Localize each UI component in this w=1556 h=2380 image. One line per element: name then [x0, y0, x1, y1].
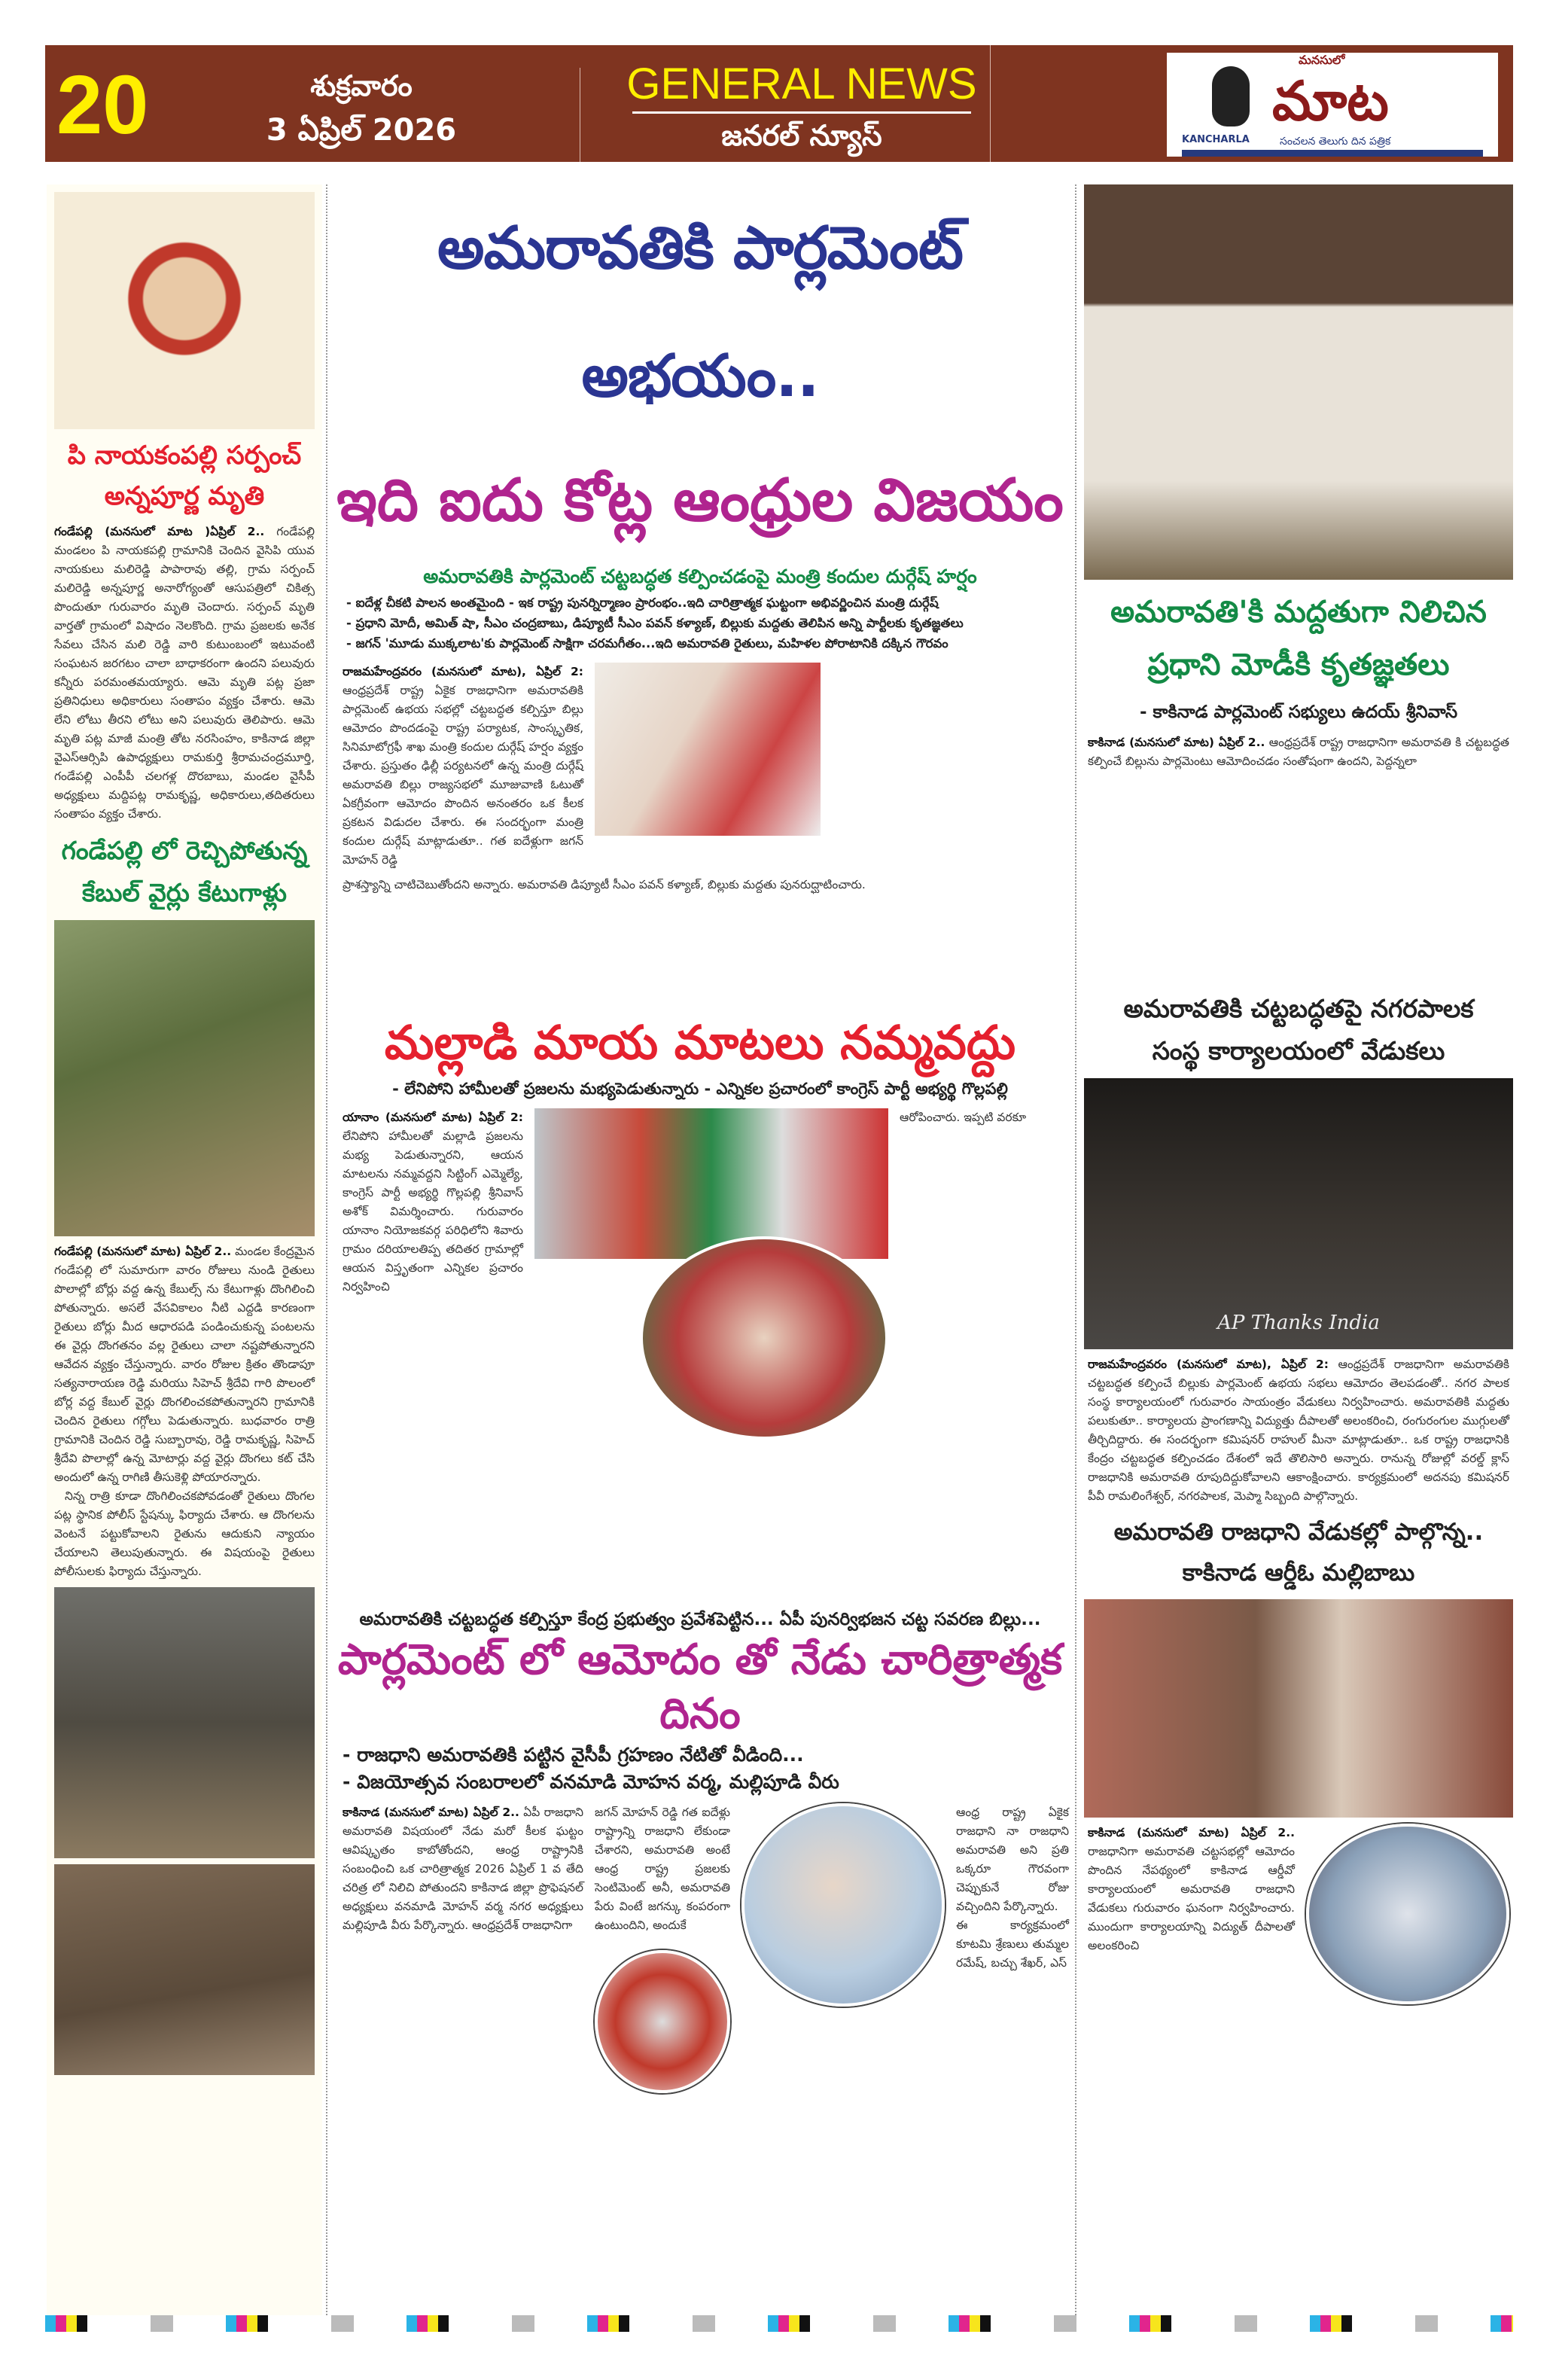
rdo-body	[1088, 1824, 1295, 1955]
parliament-middle	[595, 1803, 730, 2093]
body-text: ఈ కార్యక్రమంలో కూటమి శ్రేణులు తుమ్మల రమేష్, బచ్చు శేఖర్, ఎస్	[956, 1918, 1069, 1970]
rangoli-text: AP Thanks India	[1217, 1312, 1380, 1334]
parliament-body-b: జగన్ మోహన్ రెడ్డి గత ఐదేళ్లు రాష్ట్రాన్ని రాజధాని లేకుండా చేశారని, అమరావతి అంటే ఆంధ్ర రాష్ట్ర ప్రజలకు సెంటిమెంట్ అనీ, అమరావతి పేరు వింటే జగన్కు కంపరంగా ఉంటుందిని, అందుకే	[595, 1806, 730, 1932]
headline-line: కాకినాడ ఆర్డీఓ మల్లిబాబు	[1182, 1559, 1415, 1586]
damaged-cable-photo	[54, 1864, 315, 2075]
body-text: ఆంధ్రప్రదేశ్ రాష్ట్ర రాజధానిగా అమరావతి కి చట్టబద్ధత కల్పించే బిల్లును పార్లమెంటు ఆమోదించడం సంతోషంగా ఉందని, పెద్దన్నలా	[1088, 736, 1509, 768]
lead-bullets	[331, 593, 1069, 654]
center-column	[331, 184, 1069, 2093]
divider	[990, 45, 991, 162]
body-text: లేనిపోని హామీలతో మల్లాడి ప్రజలను మభ్య పెడుతున్నారని, ఆయన మాటలను నమ్మవద్దని సిట్టింగ్ ఎమ్మెల్యే, కాంగ్రెస్ పార్టీ అభ్యర్థి గొల్లపల్లి శ్రీనివాస్ అశోక్ విమర్శించారు. గురువారం యానాం నియోజకవర్గ పరిధిలోని శివారు గ్రామం దరియాలతిప్ప తదితర గ్రామాల్లో ఆయన విస్తృతంగా ఎన్నికల ప్రచారం నిర్వహించి	[343, 1129, 523, 1294]
corporation-headline	[1084, 988, 1513, 1072]
headline-line: పి నాయకంపల్లి సర్పంచ్	[67, 440, 302, 471]
parliament-story	[331, 1606, 1069, 2093]
modi-thanks-headline	[1084, 586, 1513, 691]
cable-theft-headline	[54, 830, 315, 914]
printer-registration-strip	[45, 2315, 1513, 2332]
yanam-headline: మల్లాడి మాయ మాటలు నమ్మవద్దు	[384, 1015, 1016, 1070]
cable-theft-body	[54, 1242, 315, 1581]
body-text: ఏపీ రాజధాని అమరావతి విషయంలో నేడు మరో కీలక ఘట్టం ఆవిష్కృతం కాబోతోందని, ఆంధ్ర రాష్ట్రానికి సంబంధించి ఒక చారిత్రాత్మక 2026 ఏప్రిల్ 1 వ తేది చరిత్ర లో నిలిచి పోతుందని కాకినాడ జిల్లా ప్రొఫెషనల్ అధ్యక్షులు వనమాడి మోహన్ వర్మ నగర అధ్యక్షులు మల్లిపూడి వీరు పేర్కొన్నారు. ఆంధ్రప్రదేశ్ రాజధానిగా	[343, 1806, 583, 1932]
logo-bar	[1182, 150, 1483, 157]
body-text: మండల కేంద్రమైన గండేపల్లి లో సుమారుగా వారం రోజులు నుండి రైతులు పొలాల్లో బోర్లు వద్ద ఉన్న కేబుల్స్ ను కేటుగాళ్లు దొంగిలించి పోతున్నారు. అసలే వేసవికాలం నీటి ఎద్దడి కారణంగా రైతులు బోర్లు మీద ఆధారపడి పండించుకున్న పంటలను ఈ వైర్లు దొంగతనం వల్ల రైతులు చాలా నష్టపోతున్నారని ఆవేదన వ్యక్తం చేస్తున్నారు. వారం రోజుల క్రితం తొండాపూ సత్యనారాయణ రెడ్డి మరియు సిహెచ్ శ్రీదేవి గారి పొలంలో బోర్ల వద్ద కేబుల్ వైర్లు దొంగలించకపోతున్నారని గ్రామానికి చెందిన రైతులు గగ్గోలు పెడుతున్నారు. బుధవారం రాత్రి గ్రామానికి చెందిన రెడ్డి సుబ్బారావు, రెడ్డి రామకృష్ణ, సిహెచ్ శ్రీదేవి పొలాల్లో ఉన్న మోటార్లు వద్ద వైర్లు దొంగలు కట్ చేసి అందులో ఉన్న రాగిణి తీసుకెళ్లి పోయారన్నారు.	[54, 1245, 315, 1484]
right-column	[1084, 184, 1513, 2004]
headline-line: అమరావతి'కి మద్దతుగా నిలిచిన	[1110, 595, 1487, 629]
yanam-story	[331, 1009, 1069, 1606]
rdo-celebration-photo	[1084, 1599, 1513, 1818]
headline-line: గండేపల్లి లో రెచ్చిపోతున్న	[61, 836, 308, 865]
column-divider	[326, 184, 327, 2315]
newspaper-logo	[1167, 53, 1498, 157]
campaign-photo	[534, 1108, 888, 1259]
headline-line: సంస్థ కార్యాలయంలో వేడుకలు	[1152, 1036, 1445, 1065]
bullet: - ప్రధాని మోదీ, అమిత్ షా, సీఎం చంద్రబాబు, డిప్యూటీ సీఎం పవన్ కళ్యాణ్, బిల్లుకు మద్దతు తెలిపిన అన్ని పార్టీలకు కృతజ్ఞతలు	[346, 616, 964, 630]
headline-line: అన్నపూర్ణ మృతి	[104, 481, 265, 511]
dateline: కాకినాడ (మనసులో మాట) ఏప్రిల్ 2..	[1088, 736, 1265, 749]
rdo-body-row	[1084, 1824, 1513, 2004]
logo-tagline: సంచలన తెలుగు దిన పత్రిక	[1280, 136, 1391, 148]
switchboard-photo	[54, 1587, 315, 1858]
lead-headline-2: ఇది ఐదు కోట్ల ఆంధ్రుల విజయం	[336, 467, 1064, 535]
yanam-subhead: - లేనిపోని హామీలతో ప్రజలను మభ్యపెడుతున్నారు - ఎన్నికల ప్రచారంలో కాంగ్రెస్ పార్టీ అభ్యర్థి గొల్లపల్లి	[392, 1080, 1008, 1098]
dateline: కాకినాడ (మనసులో మాట) ఏప్రిల్ 2..	[343, 1806, 519, 1819]
subhead: - విజయోత్సవ సంబరాలలో వనమాడి మోహన వర్మ, మల్లిపూడి వీరు	[343, 1771, 839, 1793]
bus-students-photo	[741, 1803, 945, 2007]
corporation-celebration-photo	[1084, 1078, 1513, 1349]
campaign-women-photo	[640, 1236, 888, 1440]
obituary-headline	[54, 435, 315, 517]
bullet: - జగన్ 'మూడు ముక్కలాట'కు పార్లమెంట్ సాక్షిగా చరమగీతం...ఇది అమరావతి రైతులు, మహిళల పోరాటానికి దక్కిన గౌరవం	[346, 636, 949, 651]
founder-portrait-icon	[1212, 66, 1250, 126]
headline-line: అమరావతికి చట్టబద్ధతపై నగరపాలక	[1123, 994, 1474, 1023]
parliament-body-c	[956, 1803, 1069, 1973]
column-divider	[1075, 184, 1076, 2315]
headline-line: అమరావతి రాజధాని వేడుకల్లో పాల్గొన్న..	[1113, 1519, 1484, 1546]
dateline: రాజమహేంద్రవరం (మనసులో మాట), ఏప్రిల్ 2:	[1088, 1358, 1329, 1371]
dateline: గండేపల్లి (మనసులో మాట) ఏప్రిల్ 2..	[54, 1245, 232, 1258]
body-text: ఆంధ్రప్రదేశ్ రాజధానిగా అమరావతికి చట్టబద్ధత కల్పించే బిల్లుకు పార్లమెంట్ ఉభయ సభలు ఆమోదం తెలపడంతో.. నగర పాలక సంస్థ కార్యాలయంలో గురువారం సాయంత్రం వేడుకలు నిర్వహించారు. అమరావతికి మద్దతు పలుకుతూ.. కార్యాలయ ప్రాంగణాన్ని విద్యుత్తు దీపాలతో అలంకరించి, రంగురంగుల ముగ్గులతో తీర్చిదిద్దారు. ఈ సందర్భంగా కమిషనర్ రాహుల్ మీనా మాట్లాడుతూ.. ఒక రాష్ట్ర రాజధానికి కేంద్రం చట్టబద్ధత కల్పించడం దేశంలో ఇదే తొలిసారి అన్నారు. రానున్న రోజుల్లో వరల్డ్ క్లాస్ రాజధానికి అమరావతి రూపుదిద్దుకోవాలని ఆకాంక్షించారు. కార్యక్రమంలో అదనపు కమిషనర్ పీవీ రామలింగేశ్వర్, నగరపాలక, మెప్మా సిబ్బంది పాల్గొన్నారు.	[1088, 1358, 1509, 1503]
section-title-te: జనరల్ న్యూస్	[721, 119, 882, 152]
parliament-headline: పార్లమెంట్ లో ఆమోదం తో నేడు చారిత్రాత్మక దినం	[337, 1635, 1063, 1739]
weekday: శుక్రవారం	[310, 69, 413, 102]
logo-brand: KANCHARLA	[1182, 134, 1250, 145]
headline-line: ప్రధాని మోడీకి కృతజ్ఞతలు	[1147, 648, 1450, 682]
rdo-headline	[1084, 1512, 1513, 1593]
lead-body	[343, 663, 583, 870]
lead-subhead: అమరావతికి పార్లమెంట్ చట్టబద్ధత కల్పించడంపై మంత్రి కందుల దుర్గేష్ హర్షం	[423, 565, 977, 587]
dateline: యానాం (మనసులో మాట) ఏప్రిల్ 2:	[343, 1111, 523, 1124]
body-text: గండేపల్లి మండలం పి నాయకపల్లి గ్రామానికి చెందిన వైసిపి యువ నాయకులు మలిరెడ్డి పాపారావు తల్లి, గ్రామ సర్పంచ్ మలిరెడ్డి అన్నపూర్ణ అనారోగ్యంతో ఆసుపత్రిలో చికిత్స పొందుతూ గురువారం మృతి చెందారు. సర్పంచ్ మృతి వార్తతో గ్రామంలో విషాదం నెలకొంది. గ్రామ ప్రజలకు అనేక సేవలు చేసిన మలి రెడ్డి వారి కుటుంబంలో ఇటువంటి సంఘటన జరగటం చాలా బాధాకరంగా ఉందని పలువురు కన్నీరు పరమంతమయ్యారు. ఆమె మృతి పట్ల ప్రజా ప్రతినిధులు అధికారులు సంతాపం వ్యక్తం చేశారు. ఆమె లేని లోటు తీరని లోటు అని పలువురు తెలిపారు. ఆమె మృతి పట్ల మాజీ మంత్రి తోట నరసింహం, కాకినాడ జిల్లా వైఎస్ఆర్సిపి ఉపాధ్యక్షులు రామకుర్తి శ్రీరామచంద్రమూర్తి, గండేపల్లి ఎంపీపీ చలగళ్ల దొరబాబు, మండల వైసీపీ అధ్యక్షులు మద్దిపట్ల రామకృష్ణ, అధికారులు,తదితరులు సంతాపం వ్యక్తం చేశారు.	[54, 525, 315, 821]
mps-with-pm-photo	[1084, 184, 1513, 580]
yanam-body-row	[331, 1108, 1069, 1440]
left-column	[47, 184, 322, 2315]
section-title-en: GENERAL NEWS	[626, 59, 977, 108]
parliament-kicker: అమరావతికి చట్టబద్ధత కల్పిస్తూ కేంద్ర ప్రభుత్వం ప్రవేశపెట్టిన... ఏపీ పునర్విభజన చట్ట సవరణ బిల్లు...	[359, 1610, 1041, 1629]
dateline: గండేపల్లి (మనసులో మాట )ఏప్రిల్ 2..	[54, 525, 265, 538]
dateline: రాజమహేంద్రవరం (మనసులో మాట), ఏప్రిల్ 2:	[343, 665, 583, 678]
body-text: నిన్న రాత్రి కూడా దొంగిలించకపోవడంతో రైతులు దొంగల పట్ల స్థానిక పోలీస్ స్టేషన్కు ఫిర్యాదు చేశారు. ఆ దొంగలను వెంటనే పట్టుకోవాలని రైతును ఆదుకుని న్యాయం చేయాలని తెలుపుతున్నారు. ఈ విషయంపై రైతులు పోలీసులకు ఫిర్యాదు చేస్తున్నారు.	[54, 1489, 315, 1578]
logo-main: మాట	[1272, 69, 1389, 133]
modi-thanks-subhead: - కాకినాడ పార్లమెంట్ సభ్యులు ఉదయ్ శ్రీనివాస్	[1139, 702, 1458, 722]
body-text: ఆంధ్రప్రదేశ్ రాష్ట్ర ఏకైక రాజధానిగా అమరావతికి పార్లమెంట్ ఉభయ సభల్లో చట్టబద్ధత కల్పిస్తూ బిల్లు ఆమోదం పొందడంపై రాష్ట్ర పర్యాటక, సాంస్కృతిక, సినిమాటోగ్రఫీ శాఖ మంత్రి కందుల దుర్గేష్ హర్షం వ్యక్తం చేశారు. ప్రస్తుతం ఢిల్లీ పర్యటనలో ఉన్న మంత్రి దుర్గేష్ అమరావతి బిల్లు రాజ్యసభలో మూజువాణి ఓటుతో ఏకగ్రీవంగా ఆమోదం పొందిన అనంతరం ఒక కీలక ప్రకటన విడుదల చేశారు. ఈ సందర్భంగా మంత్రి కందుల దుర్గేష్ మాట్లాడుతూ.. గత ఐదేళ్లుగా జగన్ మోహన్ రెడ్డి	[343, 684, 583, 867]
minister-photo	[595, 663, 821, 836]
obituary-photo	[54, 192, 315, 429]
body-text: ఆంధ్ర రాష్ట్ర ఏకైక రాజధాని నా రాజధాని అమరావతి అని ప్రతి ఒక్కరూ గౌరవంగా చెప్పుకునే రోజు వచ్చిందిని పేర్కొన్నారు.	[956, 1806, 1069, 1913]
issue-date: 3 ఏప్రిల్ 2026	[266, 113, 457, 148]
parliament-body	[343, 1803, 583, 1935]
celebration-photo	[595, 1950, 730, 2093]
yanam-body	[343, 1108, 523, 1297]
modi-thanks-body	[1084, 733, 1513, 982]
lead-story	[331, 184, 1069, 1009]
corporation-body	[1084, 1355, 1513, 1506]
yanam-photos	[534, 1108, 888, 1440]
body-text: రాజధానిగా అమరావతి చట్టసభల్లో ఆమోదం పొందిన నేపథ్యంలో కాకినాడ ఆర్డీవో కార్యాలయంలో అమరావతి రాజధాని వేడుకలు గురువారం ఘనంగా నిర్వహించారు. ముందుగా కార్యాలయాన్ని విద్యుత్ దీపాలతో అలంకరించి	[1088, 1845, 1295, 1952]
dateline: కాకినాడ (మనసులో మాట) ఏప్రిల్ 2..	[1088, 1826, 1295, 1839]
parliament-subheads	[331, 1742, 1069, 1796]
page-number: 20	[56, 59, 149, 151]
subhead: - రాజధాని అమరావతికి పట్టిన వైసీపీ గ్రహణం నేటితో వీడింది...	[343, 1744, 804, 1766]
lead-headline: అమరావతికి పార్లమెంట్ అభయం..	[437, 215, 963, 410]
lead-body-row	[331, 663, 1069, 870]
bullet: - ఐదేళ్ల చీకటి పాలన అంతమైంది - ఇక రాష్ట్ర పునర్నిర్మాణం ప్రారంభం..ఇది చారిత్రాత్మక ఘట్టంగా అభివర్ణించిన మంత్రి దుర్గేష్	[346, 596, 939, 610]
lead-body-tail: ప్రాశస్త్యాన్ని చాటిచెబుతోందని అన్నారు. అమరావతి డిప్యూటీ సీఎం పవన్ కళ్యాణ్, బిల్లుకు మద్దతు పునరుద్ఘాటించారు.	[343, 878, 866, 891]
divider	[632, 111, 971, 114]
obituary-body	[54, 523, 315, 824]
logo-top: మనసులో	[1299, 53, 1345, 67]
parliament-body-row	[331, 1803, 1069, 2093]
headline-line: కేబుల్ వైర్లు కేటుగాళ్లు	[82, 878, 287, 907]
cable-field-photo	[54, 920, 315, 1236]
yanam-body-right: ఆరోపించారు. ఇప్పటి వరకూ	[900, 1111, 1027, 1124]
rdo-office-photo	[1306, 1824, 1509, 2004]
